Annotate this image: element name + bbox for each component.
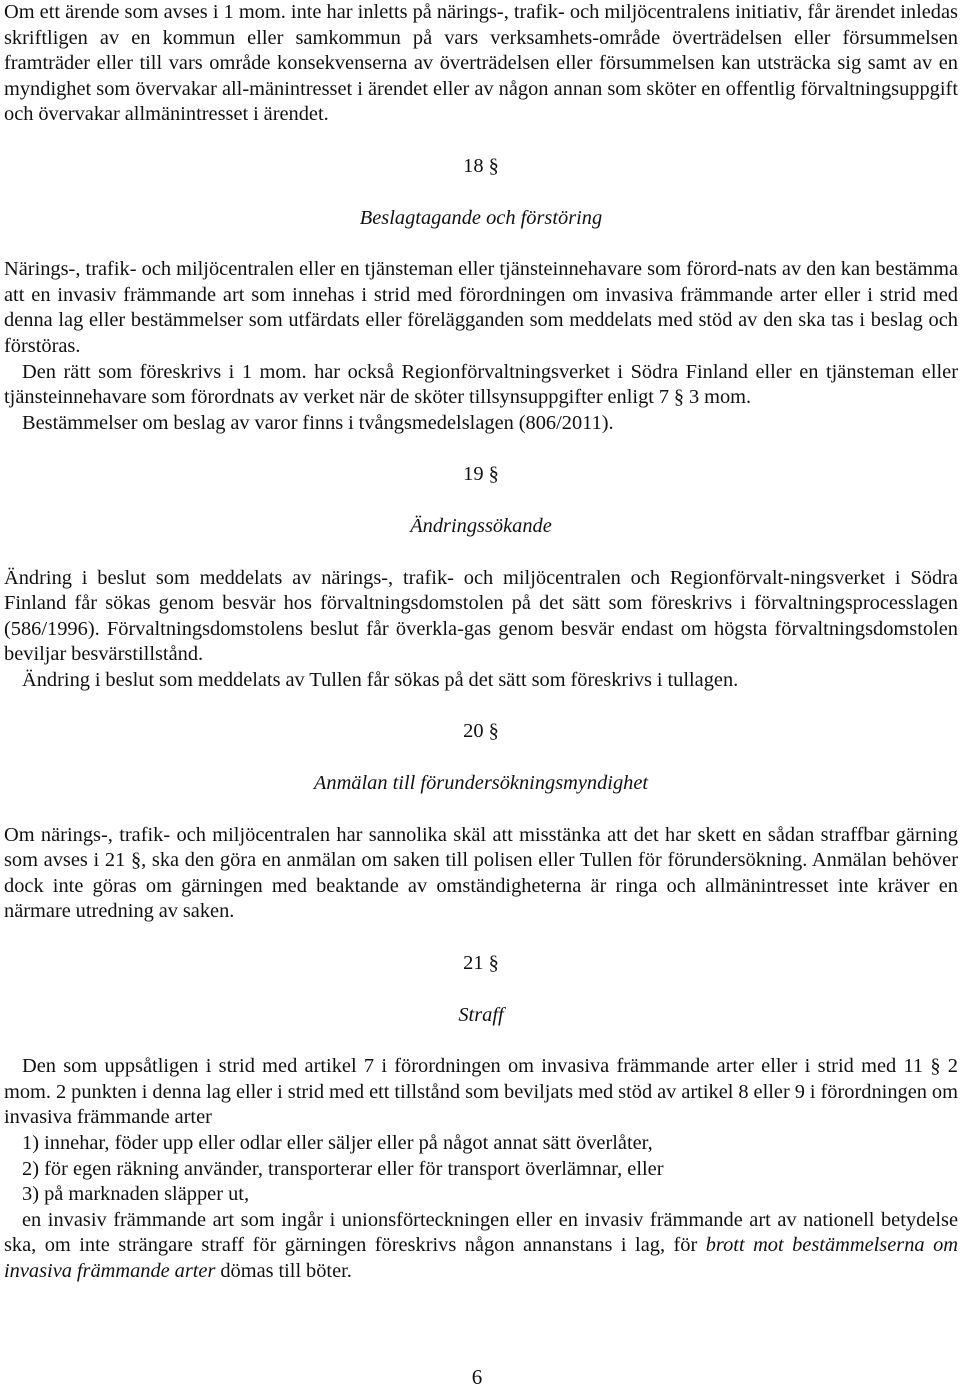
section-title: Beslagtagande och förstöring: [359, 206, 603, 229]
document-page: [4, 0, 958, 1392]
intro-paragraph: Om ett ärende som avses i 1 mom. inte har inletts på närings-, trafik- och miljöcentralens initiativ, får ärendet inledas skriftligen av en kommun eller samkommun på vars verksamhets-område överträdelsen eller försummelsen framträder eller till vars område konsekvenserna av överträdelsen eller försummelsen kan utsträcka sig samt av en myndighet som övervakar all-mänintresset i ärendet eller av någon annan som sköter en offentlig förvaltningsuppgift och övervakar allmänintresset i ärendet.: [4, 1, 958, 126]
section-21: [4, 951, 958, 1285]
section-number: 20 §: [463, 720, 499, 743]
section-paragraph: Bestämmelser om beslag av varor finns i tvångsmedelslagen (806/2011).: [22, 411, 614, 434]
page-number: 6: [471, 1365, 483, 1389]
section-title: Anmälan till förundersökningsmyndighet: [313, 772, 649, 795]
section-paragraph: Närings-, trafik- och miljöcentralen eller en tjänsteman eller tjänsteinnehavare som förord-nats av den kan bestämma att en invasiv främmande art som innehas i strid med förordningen om invasiva främmande arter eller i strid med denna lag eller bestämmelser som utfärdats eller förelägganden som meddelats med stöd av den ska tas i beslag och förstöras.: [4, 258, 958, 357]
closing-text: en invasiv främmande art som ingår i unionsförteckningen eller en invasiv främmande art av nationell betydelse ska, om inte strängare straff för gärningen föreskrivs någon annanstans i lag, för: [4, 1208, 958, 1257]
offence-name: brott mot bestämmelserna om invasiva främmande arter: [4, 1234, 958, 1282]
list-item: 2) för egen räkning använder, transporterar eller för transport överlämnar, eller: [22, 1157, 664, 1180]
section-20: [4, 719, 958, 925]
section-paragraph: Om närings-, trafik- och miljöcentralen har sannolika skäl att misstänka att det har skett en sådan straffbar gärning som avses i 21 §, ska den göra en anmälan om saken till polisen eller Tullen för förundersökning. Anmälan behöver dock inte göras om gärningen med beaktande av omständigheterna är ringa och allmänintresset inte kräver en närmare utredning av saken.: [4, 823, 958, 923]
section-18: [4, 154, 958, 436]
section-paragraph: Ändring i beslut som meddelats av Tullen får sökas på det sätt som föreskrivs i tullagen.: [22, 668, 739, 691]
section-number: 19 §: [463, 463, 499, 486]
list-item: 1) innehar, föder upp eller odlar eller säljer eller på något annat sätt överlåter,: [22, 1132, 653, 1154]
section-19: [4, 462, 958, 693]
section-paragraph: Ändring i beslut som meddelats av närings-, trafik- och miljöcentralen och Regionförvalt-ningsverket i Södra Finland får sökas genom besvär hos förvaltningsdomstolen på det sätt som föreskrivs i förvaltningsprocesslagen (586/1996). Förvaltningsdomstolens beslut får överkla-gas genom besvär endast om högsta förvaltningsdomstolen beviljar besvärstillstånd.: [4, 566, 958, 666]
closing-paragraph: [4, 1208, 958, 1285]
closing-text-end: dömas till böter.: [215, 1259, 352, 1282]
list-item: 3) på marknaden släpper ut,: [22, 1183, 250, 1206]
section-number: 21 §: [463, 952, 499, 975]
section-title: Straff: [458, 1003, 504, 1026]
section-number: 18 §: [463, 154, 499, 177]
section-title: Ändringssökande: [410, 514, 552, 537]
section-paragraph: Den som uppsåtligen i strid med artikel 7 i förordningen om invasiva främmande arter eller i strid med 11 § 2 mom. 2 punkten i denna lag eller i strid med ett tillstånd som beviljats med stöd av artikel 8 eller 9 i förordningen om invasiva främmande arter: [4, 1055, 958, 1129]
section-paragraph: Den rätt som föreskrivs i 1 mom. har också Regionförvaltningsverket i Södra Finland eller en tjänsteman eller tjänsteinnehavare som förordnats av verket när de sköter tillsynsuppgifter enligt 7 § 3 mom.: [4, 360, 958, 409]
